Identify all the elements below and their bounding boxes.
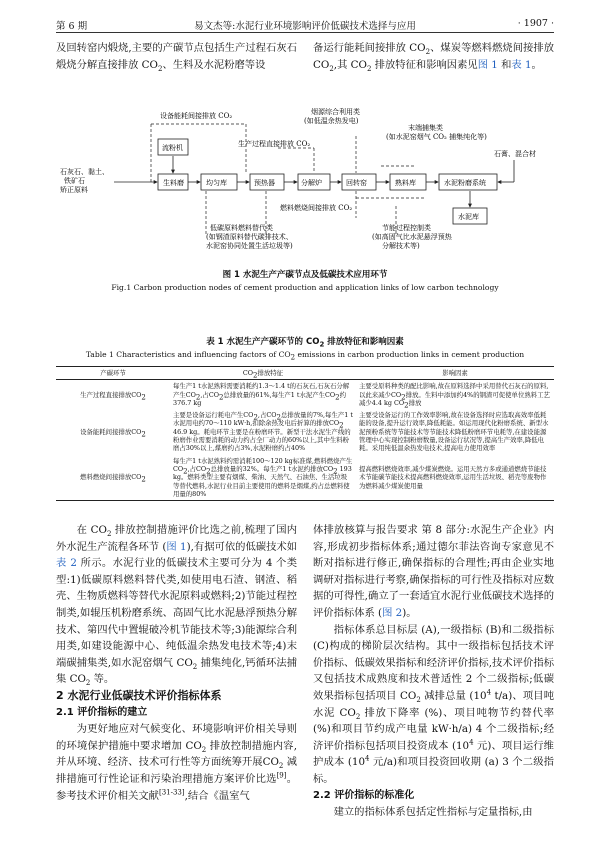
table-cell: 每生产1 t水泥熟料需要消耗约1.3～1.4 t的石灰石,石灰石分解产生$CO_2$,占$CO_2$总排放量的61%,每生产1 t水泥产生$CO_2$约376.7 kg [173,382,350,407]
figure-1-caption-cn: 图 1 水泥生产产碳节点及低碳技术应用环节 [222,270,388,280]
body-paragraph: 指标体系总目标层 (A),一级指标 (B)和二级指标 (C)构成的梯阶层次结构。其中一级指标包括技术评价指标、低碳效果指标和经济评价指标,技术评价指标又包括技术成熟度和技术普适性 2 个二级指标;低碳效果指标包括项目 $CO_2$ 减排总量 ($10^4$ t/a)、项目吨水泥 $CO_2$ 排放下降率 (%)、项目吨物节约替代率 (%)和项目节约成产电量 kW·h/a) 4 个二级指标;经济评价指标包括项目投资成本 ($10^4$ 元)、项目运行维护成本 ($10^4$ 元/a)和项目投资回收期 (a) 3 个二级指标。 [313,623,555,785]
body-paragraph: 为更好地应对气候变化、环境影响评价相关导则的环境保护措施中要求增加 $CO_2$ 排放控制措施内容,并从环境、经济、技术可行性等方面统筹开展$CO_2$ 减排措施可行性论证和污染治理措施方案评价比选[9]。参考技术评价相关文献[31-33],结合《温室气 [56,723,298,802]
box-raw-meal-mill: 生料磨 [163,179,184,187]
table-cell: 主要受原料种类的配比影响,故在原料选择中采用替代石灰石的原料,以此来减少$CO_2$排放。生料中添加约4%的钢渣可促使单位熟料工艺减少4.4 kg $CO_2$排放 [359,382,550,410]
box-clinker-silo: 熟料库 [395,179,416,187]
body-paragraph: 在 $CO_2$ 排放控制措施评价比选之前,梳理了国内外水泥生产流程各环节 (图 1),有据可依的低碳技术如表 2 所示。水泥行业的低碳技术主要可分为 4 个类型:1)低碳原料燃料替代类,如使用电石渣、钢渣、稻壳、生物质燃料等替代水泥原料或燃料;2)节能过程控制类,如辊压机粉磨系统、高固气比水泥悬浮预热分解技术、第四代中置辊破冷机节能技术等;3)能源综合利用类,如建设能源中心、纯低温余热发电技术等;4)末端碳捕集类,如水泥窑烟气 $CO_2$ 捕集纯化,钙循环法捕集 $CO_2$ 等。 [56,524,298,688]
table-row [56,455,554,501]
label-gypsum: 石膏、混合材 [494,150,536,158]
label-waste-heat-2: (如低温余热发电) [304,117,359,125]
section-2-1-heading: 2.1 评价指标的建立 [56,706,148,718]
table-row [56,380,554,409]
table-1-caption-cn: 表 1 水泥生产产碳环节的 $CO_2$ 排放特征和影响因素 [206,337,404,349]
figure-1-caption-en: Fig.1 Carbon production nodes of cement production and application links of low carbon technology [111,283,499,292]
top-left-text: 及回转窑内煅烧,主要的产碳节点包括生产过程石灰石煅烧分解直接排放 $CO_2$、生料及水泥粉磨等设 [56,42,297,73]
box-homogenizing: 均匀库 [206,179,227,187]
table-1-caption-en: Table 1 Characteristics and influencing factors of $CO_2$ emissions in carbon production links in cement production [85,350,525,362]
left-column [56,522,297,804]
table-row [56,409,554,454]
label-energy-saving-1: 节能过程控制类 [382,224,431,232]
table-cell: 主要是设备运行耗电产生$CO_2$,占$CO_2$总排放量的7%,每生产1 t水泥用电约70～110 kW·h,扣除余热发电后折算的排放$CO_2$ 46.9 kg。耗电环节主要是在粉磨环节。新型干法水泥生产线的粉磨作业需要消耗的动力约占全厂动力的60%以上,其中生料粉磨占30%以上,煤磨约占3%,水泥粉磨约占40% [173,411,353,453]
box-preheater: 预热器 [254,179,275,187]
section-2-2-heading: 2.2 评价指标的标准化 [313,789,415,801]
box-rotary-kiln: 回转窑 [346,179,367,187]
page-header [56,18,554,33]
table-header-feature: $CO_2$排放特征 [170,367,356,380]
table-header-factor: 影响因素 [356,367,554,380]
label-energy-saving-2: (如高固气比水泥悬浮预热 [372,233,452,241]
label-capture-1: 末端捕集类 [408,124,443,132]
body-paragraph: 体排放核算与报告要求 第 8 部分:水泥生产企业》内容,形成初步指标体系;通过德尔菲法咨询专家意见不断对指标进行修正,确保指标的合理性;再由企业实地调研对指标进行考察,确保指标的可行性及指标对应数据的可得性,确立了一套适宜水泥行业低碳技术选择的评价指标体系 (图 2)。 [313,524,554,619]
box-raw-mill: 流粉机 [162,144,183,152]
input-label-2: 铁矿石 [64,177,85,185]
body-paragraph: 建立的指标体系包括定性指标与定量指标,由 [333,806,533,819]
label-waste-heat-1: 烟源综合利用类 [311,108,360,116]
box-calciner: 分解炉 [301,179,322,187]
right-column [313,522,554,821]
table-cell: 每生产1 t水泥熟料约需消耗100～120 kg标准煤,燃料燃烧产生$CO_2$,占$CO_2$总排放量的32%。每生产1 t水泥约排放$CO_2$ 193 kg。燃料类型主要有烟煤、柴油、天然气、石油焦、生活垃圾等替代燃料,水泥行业目前主要使用的燃料是烟煤,约占总燃料使用量的80% [170,455,356,501]
section-2-heading: 2 水泥行业低碳技术评价指标体系 [56,688,222,702]
page-number: · 1907 · [517,18,554,29]
label-capture-2: (如水泥窑烟气 CO₂ 捕集纯化等) [386,133,487,141]
label-low-carbon-1: 低碳原料燃料替代类 [210,224,273,232]
label-energy-saving-3: 分解技术等) [382,242,420,250]
label-low-carbon-2: (如钢渣原料替代碳排技术、 [206,233,293,241]
input-label-3: 矫正原料 [60,186,88,194]
table-cell: 主要受设备运行的工作效率影响,故在设备选择时应选取高效率低耗能的设备,提升运行效率,降低耗能。如运用现代化粉磨系统、新型水泥预粉系统等节能技术等节能技术降低粉磨环节电耗等,在建设能源管理中心实现控制粉磨数量,设备运行状况等,提高生产效率,降低电耗。采用纯低温余热发电技术,提高电力使用效率 [359,411,549,453]
issue-number: 第 6 期 [56,21,88,32]
table-cell: 燃料燃烧间接排放$CO_2$ [56,455,170,501]
figure-1-diagram [56,106,554,264]
label-equipment-emission: 设备能耗间接排放 CO₂ [160,112,233,120]
running-title: 易文杰等:水泥行业环境影响评价低碳技术选择与应用 [194,21,416,32]
top-right-text: 备运行能耗间接排放 $CO_2$、煤炭等燃料燃烧间接排放$CO_2$,其 $CO_2$ 排放特征和影响因素见图 1 和表 1。 [313,42,555,73]
input-label-1: 石灰石、黏土、 [60,168,109,176]
table-cell: 提高燃料燃烧效率,减少煤炭燃烧。运用天然方多或通道燃烧节能技术节能碳节能技术提高燃料燃烧效率,运用生活垃圾、稻壳等废物作为燃料减少煤炭使用量 [356,455,554,501]
table-cell: 生产过程直接排放$CO_2$ [80,390,146,401]
box-cement-silo: 水泥库 [458,213,479,221]
label-process-emission: 生产过程直接排放 CO₂ [238,140,311,148]
box-cement-mill: 水泥粉磨系统 [444,179,486,187]
table-cell: 设备能耗间接排放$CO_2$ [80,427,146,439]
label-low-carbon-3: 水泥窑协同处置生活垃圾等) [206,242,293,250]
label-fuel-emission: 燃料燃烧间接排放 CO₂ [280,204,353,212]
table-header-link: 产碳环节 [56,367,170,380]
table-1 [56,366,554,501]
